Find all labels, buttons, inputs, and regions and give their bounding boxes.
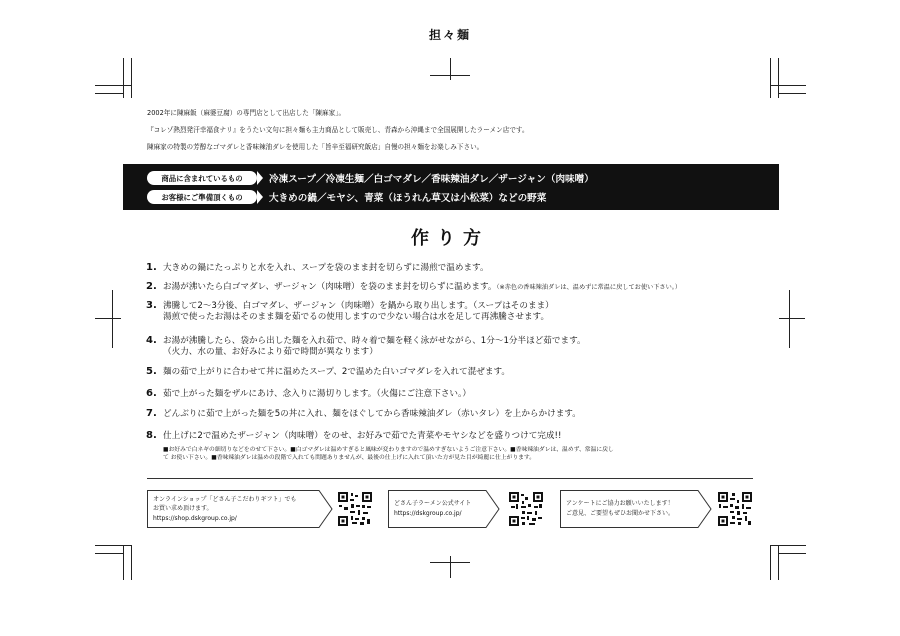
crop-mark: [95, 318, 121, 319]
prepare-label: お客様にご準備頂くもの: [147, 190, 257, 204]
intro-line: 2002年に陳麻飯（麻婆豆腐）の専門店として出店した「陳麻家」。: [147, 109, 346, 117]
crop-mark: [95, 553, 123, 554]
contents-text: 冷凍スープ／冷凍生麺／白ゴマダレ／香味辣油ダレ／ザージャン（肉味噌）: [269, 174, 594, 185]
step-number: 3.: [146, 300, 157, 311]
crop-mark: [123, 545, 124, 580]
crop-mark: [779, 318, 805, 319]
qr-code-icon[interactable]: [718, 492, 752, 526]
step-number: 4.: [146, 335, 157, 346]
survey-box[interactable]: [560, 490, 712, 528]
note-line: て お使い下さい。■香味辣油ダレは温めの段階で入れても問題ありませんが、最後の仕上げに入れて頂いた方が見た目が綺麗に仕上がります。: [163, 455, 536, 461]
note-line: ■お好みで白ネギの細切りなどをのせて下さい。■白ゴマダレは温めすぎると風味が変わりますので温めすぎないようご注意下さい。■香味辣油ダレは、温めず、常温に戻し: [163, 447, 614, 453]
shop-url[interactable]: https://shop.dskgroup.co.jp/: [153, 515, 237, 522]
crop-mark: [430, 562, 470, 563]
crop-mark: [770, 58, 771, 98]
crop-mark: [95, 545, 131, 546]
step-item: [146, 262, 489, 274]
step-text: 麺の茹で上がりに合わせて丼に温めたスープ、2で温めた白いゴマダレを入れて混ぜます。: [163, 367, 510, 377]
crop-mark: [770, 545, 806, 546]
step-text: 沸騰して2〜3分後、白ゴマダレ、ザージャン（肉味噌）を鍋から取り出します。（スープはそのまま）: [163, 301, 554, 311]
step-note: （※赤色の香味辣油ダレは、温めずに常温に戻してお使い下さい。）: [496, 284, 682, 291]
crop-mark: [789, 290, 790, 348]
step-item: [146, 430, 561, 442]
crop-mark: [778, 545, 779, 580]
step-text: どんぶりに茹で上がった麺を5の丼に入れ、麺をほぐしてから香味辣油ダレ（赤いタレ）を上からかけます。: [163, 409, 581, 419]
step-number: 5.: [146, 366, 157, 377]
intro-line: 『コレゾ熱烈発汗幸福食ナリ』をうたい文句に担々麺も主力商品として販売し、青森から沖縄まで全国展開したラーメン店です。: [147, 126, 529, 134]
site-url[interactable]: https://dskgroup.co.jp/: [394, 510, 462, 517]
prepare-text: 大きめの鍋／モヤシ、青菜（ほうれん草又は小松菜）などの野菜: [269, 193, 547, 204]
arrow-right-icon: [257, 190, 263, 204]
step-number: 8.: [146, 430, 157, 441]
step-text: お湯が沸いたら白ゴマダレ、ザージャン（肉味噌）を袋のまま封を切らずに温めます。: [163, 282, 497, 292]
step-text: お湯が沸騰したら、袋から出した麺を入れ茹で、時々着で麺を軽く泳がせながら、1分〜1分半ほど茹でます。: [163, 336, 586, 346]
step-item: [146, 300, 554, 323]
shop-link-box[interactable]: [147, 490, 333, 528]
step-continuation: （火力、水の量、お好みにより茹で時間が異なります）: [163, 347, 378, 357]
info-band: [123, 164, 779, 210]
step-item: [146, 281, 681, 293]
intro-line: 陳麻家の特製の芳醇なゴマダレと香味辣油ダレを使用した「旨辛至福研究飯店」自慢の担々麺をお楽しみ下さい。: [147, 143, 484, 151]
notes: [163, 446, 614, 462]
page-title: 担々麺: [428, 28, 471, 42]
step-number: 7.: [146, 408, 157, 419]
official-site-box[interactable]: [388, 490, 500, 528]
shop-text: オンラインショップ「どさん子こだわりギフト」でも: [153, 496, 297, 503]
shop-text: お買い求め頂けます。: [153, 505, 213, 512]
step-item: [146, 408, 581, 420]
crop-mark: [778, 58, 779, 98]
howto-title: 作り方: [411, 228, 489, 249]
contents-row: [147, 170, 594, 186]
step-number: 6.: [146, 388, 157, 399]
step-item: [146, 335, 586, 358]
qr-code-icon[interactable]: [338, 492, 372, 526]
crop-mark: [95, 93, 123, 94]
crop-mark: [778, 93, 806, 94]
survey-text: ご意見、ご要望もぜひお聞かせ下さい。: [566, 510, 675, 517]
crop-mark: [770, 85, 806, 86]
contents-label: 商品に含まれているもの: [147, 171, 257, 185]
qr-code-icon[interactable]: [509, 492, 543, 526]
step-text: 茹で上がった麺をザルにあけ、念入りに湯切りします。（火傷にご注意下さい。）: [163, 389, 471, 399]
crop-mark: [95, 85, 131, 86]
crop-mark: [123, 58, 124, 98]
crop-mark: [770, 545, 771, 580]
site-text: どさん子ラーメン公式サイト: [394, 500, 472, 507]
crop-mark: [131, 58, 132, 98]
crop-mark: [778, 553, 806, 554]
crop-mark: [450, 58, 451, 80]
survey-text: アンケートにご協力お願いいたします！: [566, 500, 674, 507]
crop-mark: [450, 556, 451, 578]
step-item: [146, 366, 510, 378]
crop-mark: [112, 290, 113, 348]
separator: [147, 478, 753, 479]
arrow-right-icon: [257, 171, 263, 185]
step-continuation: 湯煎で使ったお湯はそのまま麺を茹でるの使用しますので少ない場合は水を足して再沸騰させます。: [163, 312, 550, 322]
prepare-row: [147, 189, 546, 205]
step-text: 大きめの鍋にたっぷりと水を入れ、スープを袋のまま封を切らずに湯煎で温めます。: [163, 263, 489, 273]
step-item: [146, 388, 471, 400]
crop-mark: [430, 75, 470, 76]
step-number: 1.: [146, 262, 157, 273]
crop-mark: [131, 545, 132, 580]
step-number: 2.: [146, 281, 157, 292]
step-text: 仕上げに2で温めたザージャン（肉味噌）をのせ、お好みで茹でた青菜やモヤシなどを盛りつけて完成!!: [163, 431, 562, 441]
